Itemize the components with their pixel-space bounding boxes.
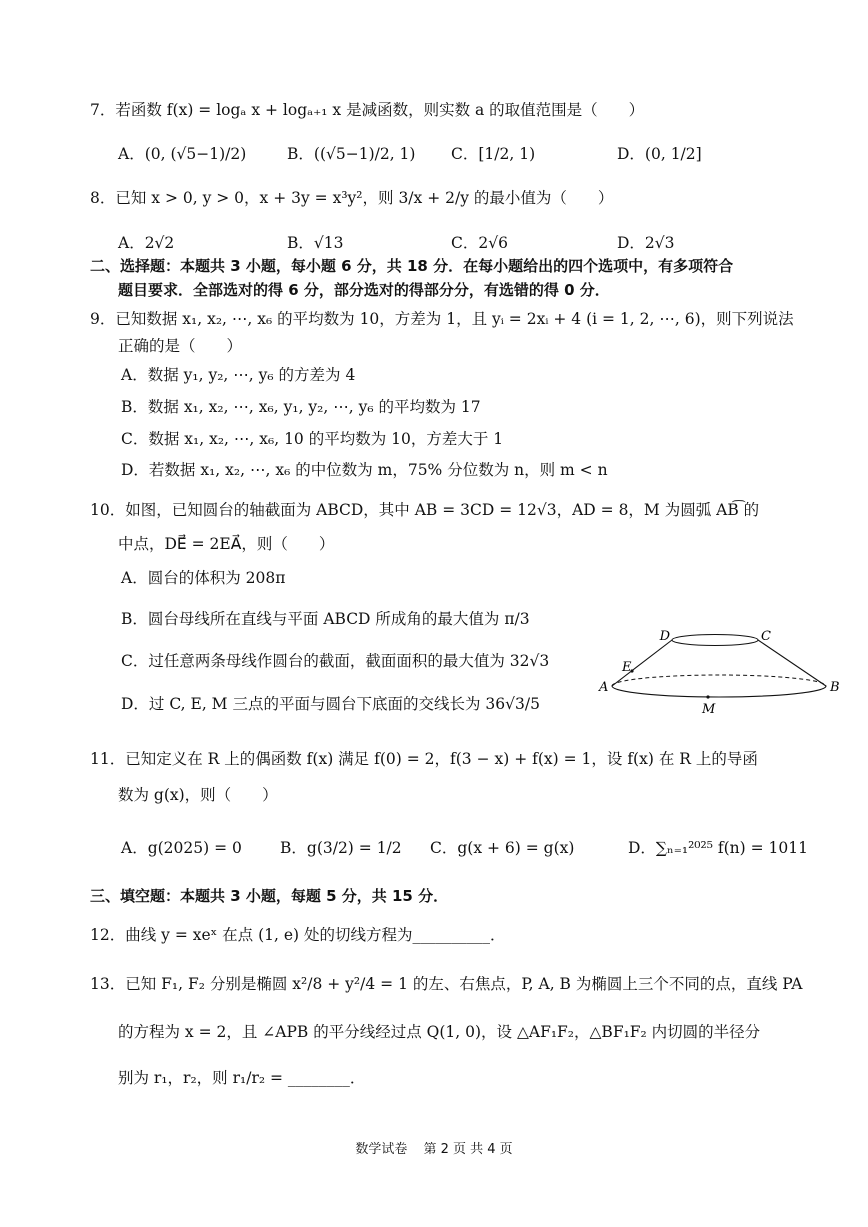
q10-stem-line1: 10．如图，已知圆台的轴截面为 ABCD，其中 AB = 3CD = 12√3，AD = 8，M 为圆弧 AB͡ 的 (90, 501, 760, 519)
top-ellipse (672, 635, 758, 646)
q11-option-c: C．g(x + 6) = g(x) (430, 839, 575, 857)
q7-option-d: D．(0, 1/2] (617, 145, 702, 163)
q10-option-d: D．过 C, E, M 三点的平面与圆台下底面的交线长为 36√3/5 (121, 695, 540, 713)
q13-stem-line1: 13．已知 F₁, F₂ 分别是椭圆 x²/8 + y²/4 = 1 的左、右焦点，P, A, B 为椭圆上三个不同的点，直线 PA (90, 975, 803, 993)
q9-option-d: D．若数据 x₁, x₂, ⋯, x₆ 的中位数为 m，75% 分位数为 n，则 m < n (121, 461, 608, 479)
q7-option-a: A．(0, (√5−1)/2) (118, 145, 247, 163)
q9-stem-line1: 9．已知数据 x₁, x₂, ⋯, x₆ 的平均数为 10，方差为 1，且 yᵢ = 2xᵢ + 4 (i = 1, 2, ⋯, 6)，则下列说法 (90, 310, 794, 328)
q11-option-b: B．g(3/2) = 1/2 (280, 839, 402, 857)
q8-option-c: C．2√6 (451, 234, 508, 252)
q9-option-a: A．数据 y₁, y₂, ⋯, y₆ 的方差为 4 (121, 366, 356, 384)
footer-page-number: 第 2 页 共 4 页 (423, 1142, 513, 1157)
q8-option-b: B．√13 (287, 234, 344, 252)
q9-option-b: B．数据 x₁, x₂, ⋯, x₆, y₁, y₂, ⋯, y₆ 的平均数为 17 (121, 398, 481, 416)
q9-stem-line2: 正确的是（ ） (118, 337, 243, 355)
label-d: D (659, 629, 670, 644)
q11-stem-line1: 11．已知定义在 R 上的偶函数 f(x) 满足 f(0) = 2，f(3 − x) + f(x) = 1，设 f(x) 在 R 上的导函 (90, 750, 758, 768)
bottom-ellipse-front (612, 686, 826, 697)
bottom-ellipse-back (612, 675, 826, 686)
q7-option-b: B．((√5−1)/2, 1) (287, 145, 416, 163)
q7-stem: 7．若函数 f(x) = logₐ x + logₐ₊₁ x 是减函数，则实数 a 的取值范围是（ ） (90, 101, 645, 119)
q10-option-a: A．圆台的体积为 208π (121, 569, 286, 587)
q13-stem-line2: 的方程为 x = 2，且 ∠APB 的平分线经过点 Q(1, 0)，设 △AF₁F₂，△BF₁F₂ 内切圆的半径分 (118, 1023, 761, 1041)
section2-heading-line2: 题目要求．全部选对的得 6 分，部分选对的得部分分，有选错的得 0 分． (118, 281, 610, 299)
q13-stem-line3: 别为 r₁，r₂，则 r₁/r₂ = ________． (118, 1069, 366, 1087)
q7-option-c: C．[1/2, 1) (451, 145, 536, 163)
point-m (706, 695, 709, 698)
q11-stem-line2: 数为 g(x)，则（ ） (118, 786, 278, 804)
generatrix-bc (758, 640, 826, 686)
q10-option-c: C．过任意两条母线作圆台的截面，截面面积的最大值为 32√3 (121, 652, 550, 670)
label-a: A (599, 680, 609, 695)
label-b: B (830, 680, 840, 695)
footer-subject: 数学试卷 (355, 1142, 408, 1157)
label-c: C (761, 629, 771, 644)
q8-option-d: D．2√3 (617, 234, 675, 252)
q11-option-d: D．∑ₙ₌₁²⁰²⁵ f(n) = 1011 (628, 839, 808, 857)
q12-stem: 12．曲线 y = xeˣ 在点 (1, e) 处的切线方程为__________． (90, 926, 506, 944)
frustum-figure (590, 624, 850, 719)
q10-option-b: B．圆台母线所在直线与平面 ABCD 所成角的最大值为 π/3 (121, 610, 530, 628)
page-footer (0, 1138, 868, 1157)
q11-option-a: A．g(2025) = 0 (121, 839, 242, 857)
q9-option-c: C．数据 x₁, x₂, ⋯, x₆, 10 的平均数为 10，方差大于 1 (121, 430, 504, 448)
section2-heading-line1: 二、选择题：本题共 3 小题，每小题 6 分，共 18 分．在每小题给出的四个选项中，有多项符合 (90, 257, 734, 275)
generatrix-ad (612, 640, 672, 686)
q8-option-a: A．2√2 (118, 234, 175, 252)
q10-stem-line2: 中点，DE⃗ = 2EA⃗，则（ ） (118, 535, 335, 553)
label-m: M (702, 702, 716, 717)
label-e: E (622, 660, 632, 675)
section3-heading: 三、填空题：本题共 3 小题，每题 5 分，共 15 分． (90, 887, 449, 905)
q8-stem: 8．已知 x > 0, y > 0，x + 3y = x³y²，则 3/x + 2/y 的最小值为（ ） (90, 189, 614, 207)
